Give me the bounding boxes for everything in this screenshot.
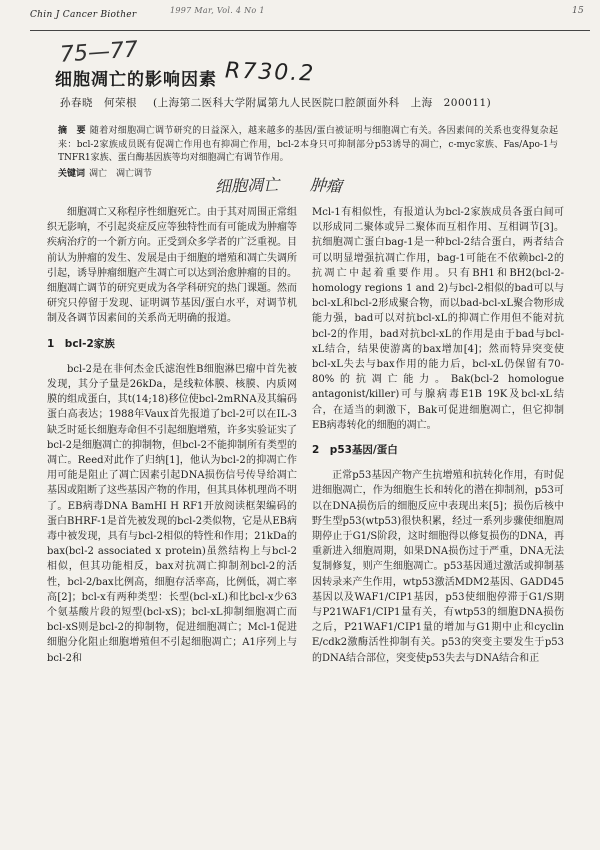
paper-title: 细胞凋亡的影响因素 [55, 70, 217, 90]
section-paragraph: bcl-2是在非何杰金氏滤泡性B细胞淋巴瘤中首先被发现，其分子量是26kDa，是线粒体膜、核膜、内质网膜的组成蛋白，其t(14;18)移位使bcl-2mRNA及其编码蛋白高表达；1988年Vaux首先报道了bcl-2可以在IL-3缺乏时延长细胞寿命但不引起细胞增殖，许多实验证实了bcl-2是细胞凋亡的抑制物，但bcl-2不能抑制所有类型的凋亡。Reed对此作了归纳[1]，他认为bcl-2的抑凋亡作用可能是阻止了凋亡因素引起DNA损伤信号传导给凋亡基因或阻断了这些基因产物的作用，但其具体机理尚不明了。EB病毒DNA BamHI H RF1开放阅读框架编码的蛋白BHRF-1是首先被发现的bcl-2类似物，它是从EB病毒中被发现，具有与bcl-2相似的特性和作用；21kDa的bax(bcl-2 associated x protein)虽然结构上与bcl-2相似，但其功能相反，bax对抗凋亡抑制剂bcl-2的活性，bcl-2/bax比例高，细胞存活率高，比例低，凋亡率高[2]；bcl-x有两种类型：长型(bcl-xL)和比bcl-x少63个氨基酸片段的短型(bcl-xS)；bcl-xL抑制细胞凋亡而bcl-xS则是bcl-2的抑制物，促进细胞凋亡；Mcl-1促进细胞分化阻止细胞增殖但不引起细胞凋亡；A1序列上与bcl-2和 [47, 363, 297, 664]
page-number: 15 [571, 6, 584, 16]
section-paragraph: 正常p53基因产物产生抗增殖和抗转化作用，有时促进细胞凋亡，作为细胞生长和转化的潜在抑制剂，p53可以在DNA损伤后的细胞反应中表现出来[5]；损伤后核中野生型p53(wtp53)很快积累，经过一系列步骤使细胞周期停止于G1/S阶段，这时细胞得以修复损伤的DNA，再重新进入细胞周期，如果DNA损伤过于严重，DNA无法复制修复，则产生细胞凋亡。p53基因通过激活或抑制基因转录来产生作用，wtp53激活MDM2基因、GADD45基因以及WAF1/CIP1基因，p53使细胞停滞于G1/S期与P21WAF1/CIP1量有关，有wtp53的细胞DNA损伤之后，P21WAF1/CIP1量的增加与G1期中止和cyclin E/cdk2激酶活性抑制有关。p53的突变主要发生于p53的DNA结合部位，突变使p53失去与DNA结合和正 [312, 470, 564, 664]
right-column [312, 205, 564, 672]
abstract-label: 摘 要 [58, 126, 86, 136]
section-heading: 1 bcl-2家族 [47, 337, 115, 350]
abstract [58, 125, 558, 166]
author-names: 孙春晓 何荣根 [60, 97, 137, 109]
handwritten-keyword-1: 细胞凋亡 [214, 174, 280, 197]
intro-paragraph: 细胞凋亡又称程序性细胞死亡。由于其对周围正常组织无影响，不引起炎症反应等独特性而有可能成为肿瘤等疾病治疗的一个新方向。正受到众多学者的广泛重视。目前认为肿瘤的发生、发展是由于细胞的增殖和凋亡失调所引起，诱导肿瘤细胞产生凋亡可以达到治愈肿瘤的目的。细胞凋亡调节的研究更成为各学科研究的热门课题。然而研究只停留于发现、证明调节基因/蛋白水平，对调节机制及各调节因素间的关系尚无明确的报道。 [47, 207, 297, 325]
author-affiliation: (上海第二医科大学附属第九人民医院口腔颌面外科 上海 200011) [153, 97, 492, 109]
handwritten-page-range: 75—77 [59, 37, 139, 68]
keywords [58, 168, 558, 181]
section-paragraph-continued: Mcl-1有相似性，有报道认为bcl-2家族成员各蛋白间可以形成同二聚体或异二聚体而互相作用、互相调节[3]。抗细胞凋亡蛋白bag-1是一种bcl-2结合蛋白，两者结合可以明显增强抗凋亡作用，bag-1可能在不依赖bcl-2的抗凋亡中起着重要作用。只有BH1和BH2(bcl-2-homology regions 1 and 2)与bcl-2相似的bad可以与bcl-xL和bcl-2形成聚合物，而以bad-bcl-xL聚合物形成能力强，bad可以对抗bcl-xL的抑凋亡作用但不能对抗bcl-2的作用，bad对抗bcl-xL的作用是由于bad与bcl-xL结合，结果使游离的bax增加[4]；然而特异突变使bcl-xL失去与bax作用的能力后，bcl-xL仍保留有70-80%的抗凋亡能力。Bak(bcl-2 homologue antagonist/killer)可与腺病毒E1B 19K及bcl-xL结合，在适当的刺激下，Bak可促进细胞凋亡，但它抑制EB病毒转化的细胞的凋亡。 [312, 207, 564, 431]
section-heading: 2 p53基因/蛋白 [312, 444, 398, 457]
abstract-text: 随着对细胞凋亡调节研究的日益深入，越来越多的基因/蛋白被证明与细胞凋亡有关。各因素间的关系也变得复杂起来：bcl-2家族成员既有促凋亡作用也有抑凋亡作用，bcl-2本身只可抑制部分p53诱导的凋亡，c-myc家族、Fas/Apo-1与TNFR1家族、蛋白酶基因族等均对细胞凋亡有调节作用。 [58, 126, 558, 163]
handwritten-classification: R730.2 [224, 58, 316, 87]
author-line [60, 95, 491, 110]
keywords-label: 关键词 [58, 169, 86, 179]
journal-name: Chin J Cancer Biother [30, 10, 137, 20]
handwritten-keyword-2: 肿瘤 [309, 175, 343, 196]
journal-volume: 1997 Mar, Vol. 4 No 1 [170, 6, 265, 15]
journal-header [30, 6, 590, 31]
left-column [47, 205, 297, 672]
keywords-text: 凋亡 凋亡调节 [89, 169, 153, 179]
